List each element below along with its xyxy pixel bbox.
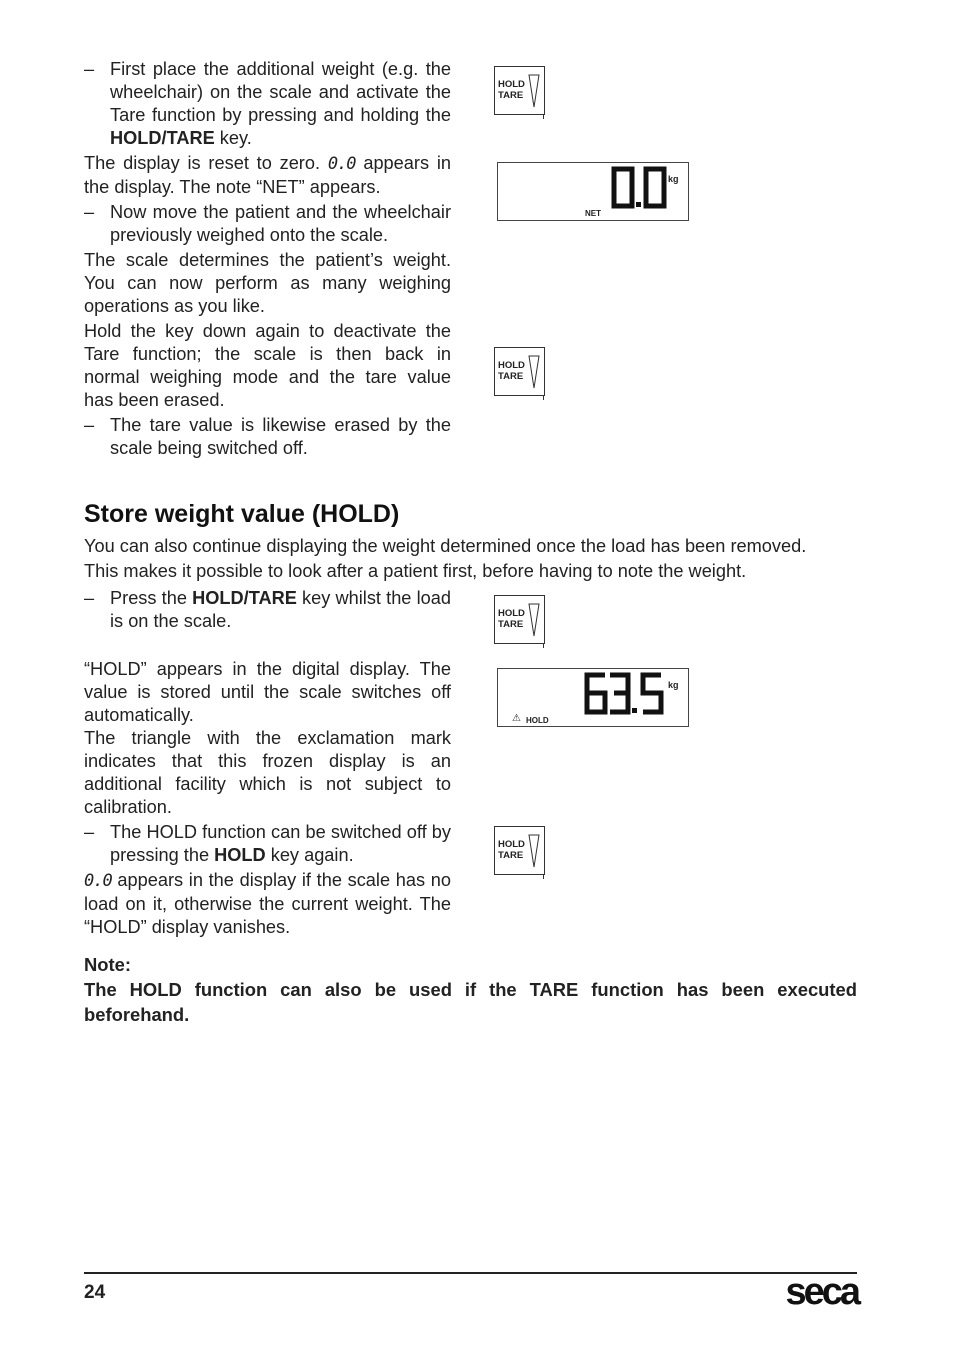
brand-logo: seca — [785, 1271, 858, 1313]
page-number: 24 — [84, 1282, 106, 1303]
hold-instructions — [84, 587, 451, 939]
list-item: – Now move the patient and the wheelchair previously weighed onto the scale. — [84, 201, 451, 247]
list-item: – Press the HOLD/TARE key whilst the load is on the scale. — [84, 587, 451, 633]
hold-tare-key-icon: HOLD TARE — [494, 826, 545, 875]
net-indicator: NET — [585, 209, 601, 218]
intro-line: You can also continue displaying the weight determined once the load has been removed. — [84, 536, 807, 556]
finger-press-icon — [528, 73, 540, 109]
hold-tare-key-icon: HOLD TARE — [494, 595, 545, 644]
finger-press-icon — [528, 833, 540, 869]
paragraph: 0.0 appears in the display if the scale has no load on it, otherwise the current weight. The “HOLD” display vanishes. — [84, 870, 451, 937]
display-net-zero — [497, 162, 689, 221]
paragraph: The triangle with the exclamation mark indicates that this frozen display is an additional facility which is not subject to calibration. — [84, 728, 451, 817]
paragraph: The scale determines the patient’s weight. You can now perform as many weighing operations as you like. — [84, 250, 451, 316]
tare-instructions — [84, 58, 451, 460]
note-label: Note: — [84, 954, 131, 975]
paragraph: The display is reset to zero. 0.0 appears in the display. The note “NET” appears. — [84, 153, 451, 197]
seven-segment-reading — [610, 166, 670, 210]
intro-line: This makes it possible to look after a patient first, before having to note the weight. — [84, 561, 747, 581]
zero-reading: 0.0 — [327, 154, 356, 174]
paragraph: Hold the key down again to deactivate the Tare function; the scale is then back in normal weighing mode and the tare value has been erased. — [84, 321, 451, 410]
warning-icon: ⚠ — [512, 713, 521, 724]
display-hold-value — [497, 668, 689, 727]
paragraph: “HOLD” appears in the digital display. The value is stored until the scale switches off automatically. — [84, 659, 451, 725]
unit-label: kg — [668, 174, 679, 184]
section-heading: Store weight value (HOLD) — [84, 500, 400, 528]
finger-press-icon — [528, 602, 540, 638]
hold-tare-key-icon: HOLD TARE — [494, 347, 545, 396]
list-item: – The tare value is likewise erased by the scale being switched off. — [84, 414, 451, 460]
list-item: – The HOLD function can be switched off by pressing the HOLD key again. — [84, 821, 451, 867]
seven-segment-reading — [584, 672, 666, 716]
note-text: The HOLD function can also be used if the TARE function has been executed beforehand. — [84, 979, 857, 1025]
unit-label: kg — [668, 680, 679, 690]
hold-tare-key-icon: HOLD TARE — [494, 66, 545, 115]
note-block — [84, 952, 857, 1027]
hold-indicator: HOLD — [526, 716, 549, 725]
zero-reading: 0.0 — [84, 871, 112, 891]
finger-press-icon — [528, 354, 540, 390]
footer-rule — [84, 1272, 857, 1274]
list-item: – First place the additional weight (e.g. the wheelchair) on the scale and activate the Tare function by pressing and holding the HOLD/TARE key. — [84, 58, 451, 150]
